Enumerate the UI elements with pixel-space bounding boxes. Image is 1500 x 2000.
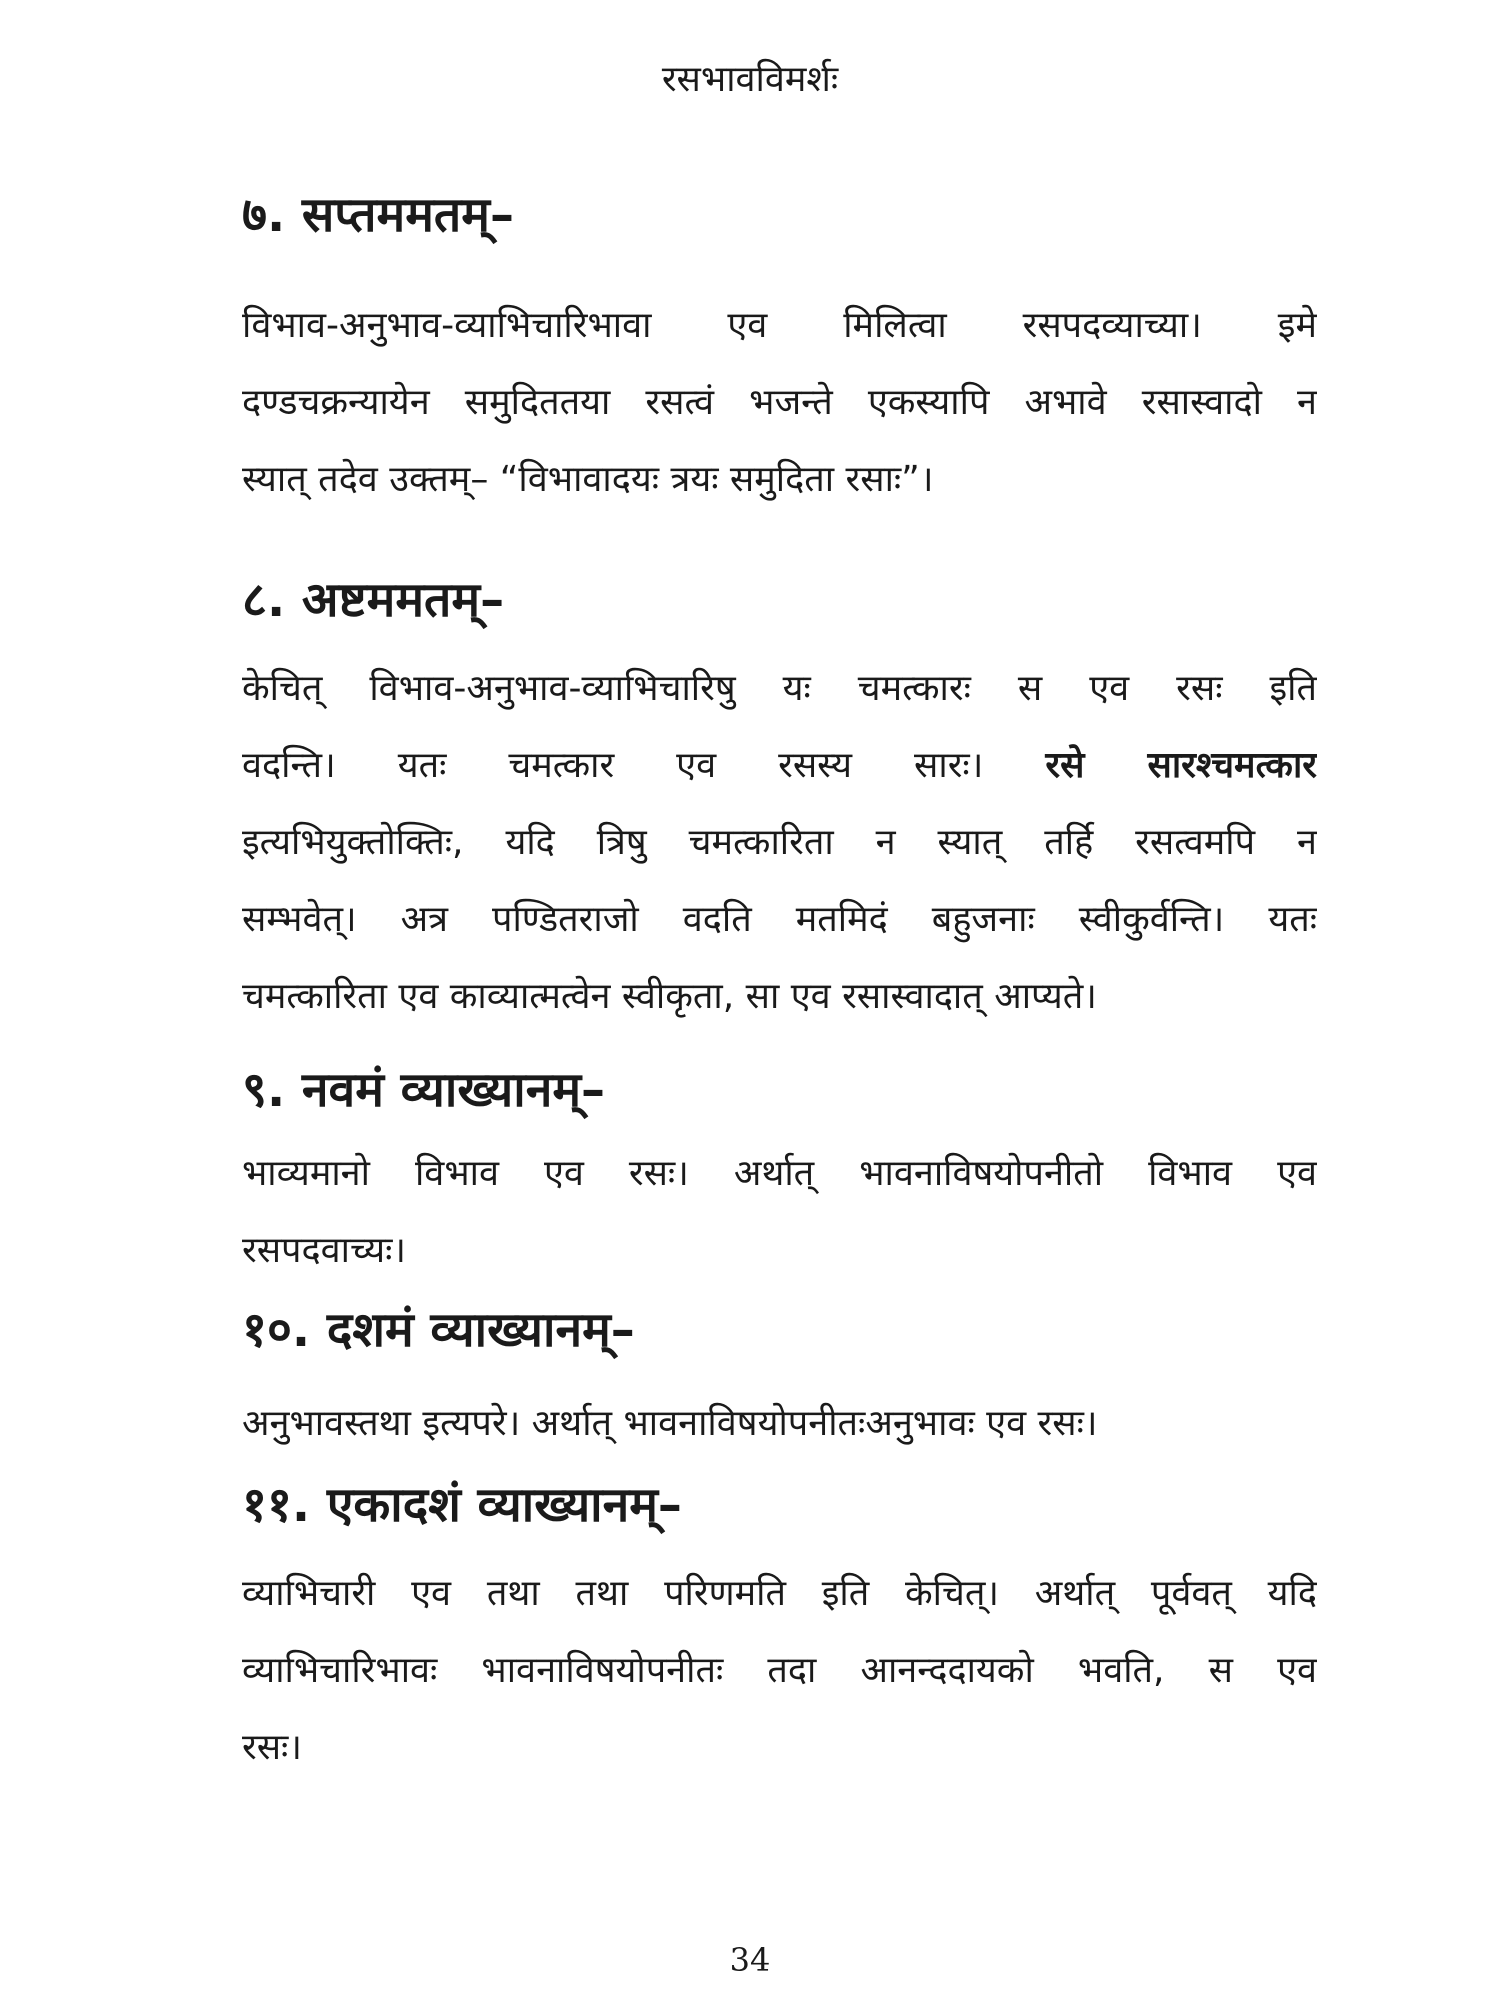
paragraph-line: विभाव-अनुभाव-व्याभिचारिभावा एव मिलित्वा रसपदव्याच्या। इमे <box>242 305 1317 346</box>
paragraph-line: व्याभिचारी एव तथा तथा परिणमति इति केचित्। अर्थात् पूर्ववत् यदि <box>242 1573 1317 1614</box>
section-heading-10: १०. दशमं व्याख्यानम्– <box>242 1302 635 1358</box>
section-paragraph-9 <box>242 1135 1317 1289</box>
section-paragraph-7 <box>242 287 1317 518</box>
paragraph-line: रसः। <box>242 1727 302 1768</box>
paragraph-line: अनुभावस्तथा इत्यपरे। अर्थात् भावनाविषयोपनीतःअनुभावः एव रसः। <box>242 1403 1098 1444</box>
paragraph-line: इत्यभियुक्तोक्तिः, यदि त्रिषु चमत्कारिता न स्यात् तर्हि रसत्वमपि न <box>242 822 1317 863</box>
paragraph-line: केचित् विभाव-अनुभाव-व्याभिचारिषु यः चमत्कारः स एव रसः इति <box>242 668 1317 709</box>
paragraph-line: भाव्यमानो विभाव एव रसः। अर्थात् भावनाविषयोपनीतो विभाव एव <box>242 1153 1317 1194</box>
running-head: रसभावविमर्शः <box>661 59 839 100</box>
paragraph-line: चमत्कारिता एव काव्यात्मत्वेन स्वीकृता, सा एव रसास्वादात् आप्यते। <box>242 976 1097 1017</box>
emphasized-quote: रसे सारश्चमत्कार <box>1045 745 1317 786</box>
section-paragraph-10 <box>242 1385 1317 1462</box>
paragraph-line: व्याभिचारिभावः भावनाविषयोपनीतः तदा आनन्ददायको भवति, स एव <box>242 1650 1317 1691</box>
paragraph-line <box>242 727 1317 804</box>
paragraph-text: वदन्ति। यतः चमत्कार एव रसस्य सारः। <box>242 745 1046 786</box>
section-paragraph-11 <box>242 1555 1317 1786</box>
section-heading-11: ११. एकादशं व्याख्यानम्– <box>242 1477 682 1533</box>
paragraph-line: रसपदवाच्यः। <box>242 1230 407 1271</box>
paragraph-line: दण्डचक्रन्यायेन समुदिततया रसत्वं भजन्ते एकस्यापि अभावे रसास्वादो न <box>242 382 1317 423</box>
section-heading-8: ८. अष्टममतम्– <box>242 572 505 628</box>
section-paragraph-8 <box>242 650 1317 1035</box>
section-heading-9: ९. नवमं व्याख्यानम्– <box>242 1062 606 1118</box>
paragraph-line: सम्भवेत्। अत्र पण्डितराजो वदति मतमिदं बहुजनाः स्वीकुर्वन्ति। यतः <box>242 899 1317 940</box>
section-heading-7: ७. सप्तममतम्– <box>242 187 514 243</box>
page-number: 34 <box>729 1941 771 1979</box>
paragraph-line: स्यात् तदेव उक्तम्– “विभावादयः त्रयः समुदिता रसाः”। <box>242 459 934 500</box>
